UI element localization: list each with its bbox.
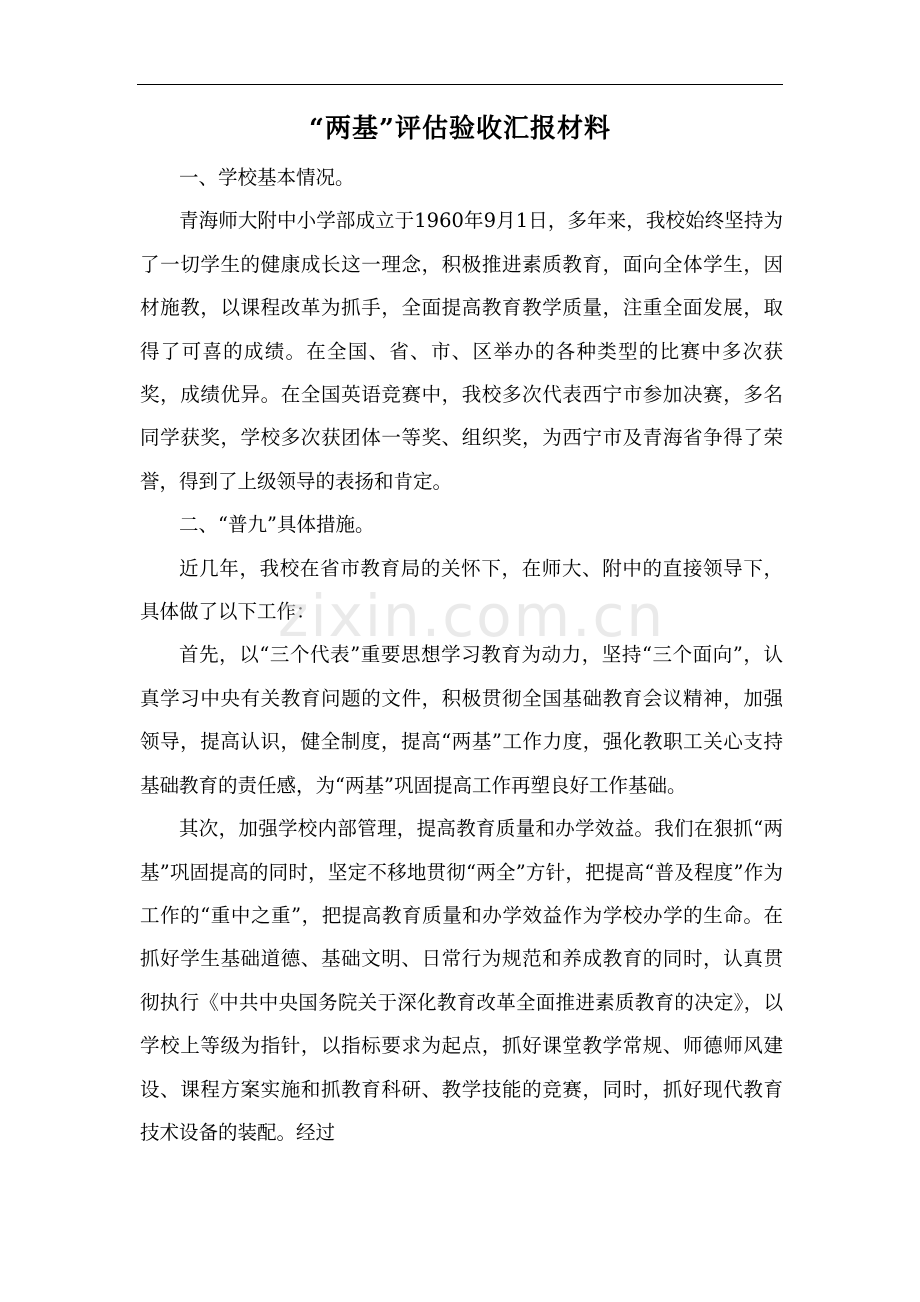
document-body [140, 156, 783, 1154]
watermark: zixin.com.cn [278, 582, 666, 650]
paragraph-intro-measures: 近几年，我校在省市教育局的关怀下，在师大、附中的直接领导下，具体做了以下工作： [140, 556, 783, 624]
paragraph-second-measure: 其次，加强学校内部管理，提高教育质量和办学效益。我们在狠抓“两基”巩固提高的同时，坚定不移地贯彻“两全”方针，把提高“普及程度”作为工作的“重中之重”，把提高教育质量和办学效益作为学校办学的生命。在抓好学生基础道德、基础文明、日常行为规范和养成教育的同时，认真贯彻执行《中共中央国务院关于深化教育改革全面推进素质教育的决定》，以学校上等级为指针，以指标要求为起点，抓好课堂教学常规、师德师风建设、课程方案实施和抓教育科研、教学技能的竞赛，同时，抓好现代教育技术设备的装配。经过 [140, 817, 783, 1144]
paragraph-school-overview: 青海师大附中小学部成立于1960年9月1日，多年来，我校始终坚持为了一切学生的健康成长这一理念，积极推进素质教育，面向全体学生，因材施教，以课程改革为抓手，全面提高教育教学质量，注重全面发展，取得了可喜的成绩。在全国、省、市、区举办的各种类型的比赛中多次获奖，成绩优异。在全国英语竞赛中，我校多次代表西宁市参加决赛，多名同学获奖，学校多次获团体一等奖、组织奖，为西宁市及青海省争得了荣誉，得到了上级领导的表扬和肯定。 [140, 209, 783, 493]
section-heading-1: 一、学校基本情况。 [179, 166, 355, 189]
document-title: “两基”评估验收汇报材料 [309, 114, 611, 144]
header-rule [137, 84, 783, 85]
paragraph-first-measure: 首先，以“三个代表”重要思想学习教育为动力，坚持“三个面向”，认真学习中央有关教育问题的文件，积极贯彻全国基础教育会议精神，加强领导，提高认识，健全制度，提高“两基”工作力度，强化教职工关心支持基础教育的责任感，为“两基”巩固提高工作再塑良好工作基础。 [140, 643, 783, 797]
section-heading-2: 二、“普九”具体措施。 [179, 513, 375, 537]
